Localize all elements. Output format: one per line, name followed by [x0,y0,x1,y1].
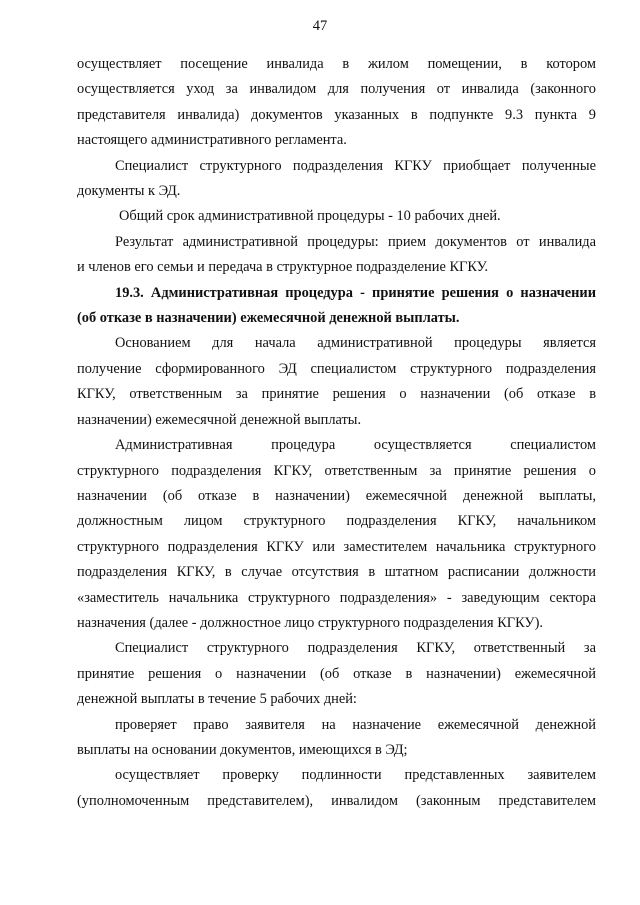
text-line: назначении (об отказе в назначении) ежемесячной денежной выплаты, [77,487,596,504]
text-line: представителя инвалида) документов указанных в подпункте 9.3 пункта 9 [77,106,596,123]
text-line: выплаты на основании документов, имеющихся в ЭД; [77,741,408,758]
document-body [77,52,596,814]
paragraph-procedure-result [77,230,596,281]
page-number: 47 [312,18,328,34]
heading-line: 19.3. Административная процедура - принятие решения о назначении [115,284,596,301]
paragraph-responsible-persons [77,433,596,636]
text-line: «заместитель начальника структурного подразделения» - заведующим сектора [77,589,596,606]
text-line: и членов его семьи и передача в структурное подразделение КГКУ. [77,259,489,276]
text-line: КГКУ, ответственным за принятие решения о назначении (об отказе в [77,386,596,403]
text-line: осуществляется уход за инвалидом для получения от инвалида (законного [77,81,596,98]
text-line: назначения (далее - должностное лицо структурного подразделения КГКУ). [77,614,544,631]
text-line: структурного подразделения КГКУ, ответственным за принятие решения о [77,462,596,479]
heading-line: (об отказе в назначении) ежемесячной денежной выплаты. [77,310,460,327]
text-line: подразделения КГКУ, в случае отсутствия в штатном расписании должности [77,564,596,581]
text-line: Специалист структурного подразделения КГКУ, ответственный за [115,640,596,657]
text-line: должностным лицом структурного подразделения КГКУ, начальником [77,513,596,530]
text-line: документы к ЭД. [77,183,181,200]
paragraph-procedure-basis [77,331,596,433]
text-line: (уполномоченным представителем), инвалидом (законным представителем [77,792,596,809]
text-line: проверяет право заявителя на назначение ежемесячной денежной [115,716,596,733]
text-line: получение сформированного ЭД специалистом структурного подразделения [77,360,596,377]
text-line: настоящего административного регламента. [77,132,347,149]
text-line: денежной выплаты в течение 5 рабочих дней: [77,691,357,708]
text-line: Общий срок административной процедуры - 10 рабочих дней. [119,208,501,225]
paragraph-specialist-duties [77,636,596,712]
text-line: Результат административной процедуры: прием документов от инвалида [115,233,596,250]
section-heading-19-3 [77,281,596,332]
text-line: назначении) ежемесячной денежной выплаты. [77,411,362,428]
text-line: осуществляет проверку подлинности представленных заявителем [115,767,596,784]
paragraph-check-right [77,713,596,764]
text-line: структурного подразделения КГКУ или заместителем начальника структурного [77,538,596,555]
text-line: Основанием для начала административной процедуры является [115,335,596,352]
text-line: Специалист структурного подразделения КГКУ приобщает полученные [115,157,596,174]
text-line: Административная процедура осуществляется специалистом [115,437,596,454]
text-line: принятие решения о назначении (об отказе в назначении) ежемесячной [77,665,596,682]
paragraph-attach-documents [77,154,596,205]
paragraph-check-authenticity [77,763,596,814]
paragraph-home-visit [77,52,596,154]
paragraph-procedure-term [77,204,596,229]
text-line: осуществляет посещение инвалида в жилом помещении, в котором [77,56,596,72]
